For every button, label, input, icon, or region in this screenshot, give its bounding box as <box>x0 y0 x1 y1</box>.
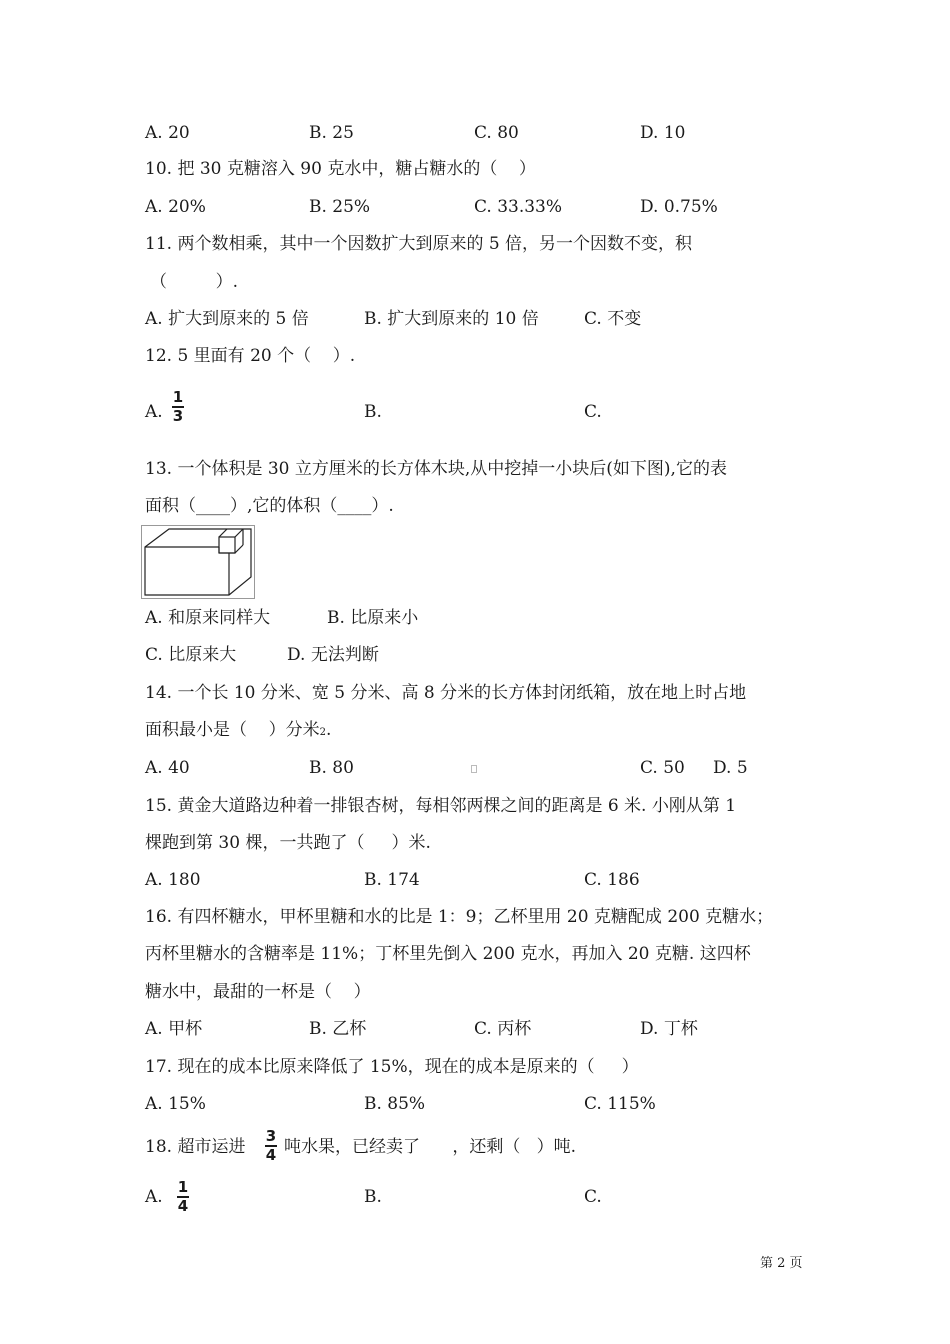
fraction-denominator: 4 <box>265 1146 277 1164</box>
q13-stem-line1: 13. 一个体积是 30 立方厘米的长方体木块,从中挖掉一小块后(如下图),它的表 <box>145 459 727 479</box>
q14-stem-line1: 14. 一个长 10 分米、宽 5 分米、高 8 分米的长方体封闭纸箱，放在地上时占地 <box>145 683 747 703</box>
q18-stem-start: 18. 超市运进 <box>145 1137 246 1157</box>
q11-option-a: A. 扩大到原来的 5 倍 <box>145 309 309 329</box>
q12-option-c: C. <box>584 402 602 422</box>
placeholder-mark <box>471 765 477 773</box>
q13-option-c: C. 比原来大 <box>145 645 237 665</box>
q10-option-d: D. 0.75% <box>640 197 718 217</box>
cuboid-figure <box>141 525 255 599</box>
q12-option-b: B. <box>364 402 382 422</box>
q13-option-b: B. 比原来小 <box>327 608 419 628</box>
q11-stem-line2: （ ）. <box>150 272 239 292</box>
page-number: 第 2 页 <box>760 1256 803 1271</box>
fraction-numerator: 3 <box>265 1127 277 1145</box>
q16-stem-line3: 糖水中，最甜的一杯是（ ） <box>145 982 371 1002</box>
q10-option-b: B. 25% <box>309 197 371 217</box>
q15-option-b: B. 174 <box>364 870 420 890</box>
q10-option-a: A. 20% <box>145 197 206 217</box>
q16-stem-line2: 丙杯里糖水的含糖率是 11%；丁杯里先倒入 200 克水，再加入 20 克糖. 这四杯 <box>145 944 751 964</box>
q9-option-c: C. 80 <box>474 123 519 143</box>
q16-option-b: B. 乙杯 <box>309 1019 367 1039</box>
q15-option-a: A. 180 <box>145 870 201 890</box>
q14-option-b: B. 80 <box>309 758 354 778</box>
q9-option-b: B. 25 <box>309 123 354 143</box>
fraction-denominator: 3 <box>172 407 184 425</box>
q9-option-d: D. 10 <box>640 123 686 143</box>
q11-option-c: C. 不变 <box>584 309 642 329</box>
q15-stem-line1: 15. 黄金大道路边种着一排银杏树，每相邻两棵之间的距离是 6 米. 小刚从第 1 <box>145 796 737 816</box>
q14-stem-line2 <box>145 719 331 744</box>
q17-stem: 17. 现在的成本比原来降低了 15%，现在的成本是原来的（ ） <box>145 1057 639 1077</box>
q10-stem: 10. 把 30 克糖溶入 90 克水中，糖占糖水的（ ） <box>145 159 536 179</box>
q15-stem-line2: 棵跑到第 30 棵，一共跑了（ ）米. <box>145 833 431 853</box>
q17-option-a: A. 15% <box>145 1094 206 1114</box>
q16-stem-line1: 16. 有四杯糖水，甲杯里糖和水的比是 1：9；乙杯里用 20 克糖配成 200 克糖水； <box>145 907 774 927</box>
q12-stem: 12. 5 里面有 20 个（ ）. <box>145 346 356 366</box>
q14-option-c: C. 50 <box>640 758 685 778</box>
q11-stem-line1: 11. 两个数相乘，其中一个因数扩大到原来的 5 倍，另一个因数不变，积 <box>145 234 693 254</box>
q13-option-a: A. 和原来同样大 <box>145 608 271 628</box>
q16-option-d: D. 丁杯 <box>640 1019 698 1039</box>
fraction-denominator: 4 <box>177 1197 189 1215</box>
fraction-numerator: 1 <box>177 1178 189 1196</box>
q18-option-a-fraction <box>177 1180 189 1214</box>
q18-option-c: C. <box>584 1187 602 1207</box>
q15-option-c: C. 186 <box>584 870 640 890</box>
q18-option-b: B. <box>364 1187 382 1207</box>
q17-option-b: B. 85% <box>364 1094 426 1114</box>
q12-option-a-fraction <box>172 390 184 424</box>
q11-option-b: B. 扩大到原来的 10 倍 <box>364 309 539 329</box>
q14-stem-text: 面积最小是（ ）分米 <box>145 720 320 740</box>
q10-option-c: C. 33.33% <box>474 197 563 217</box>
q18-stem-end: 吨水果，已经卖了 ，还剩（ ）吨. <box>284 1137 577 1157</box>
q13-option-d: D. 无法判断 <box>287 645 379 665</box>
q18-option-a: A. <box>145 1187 163 1207</box>
q14-option-d: D. 5 <box>713 758 748 778</box>
q14-stem-end: . <box>326 720 332 740</box>
q14-unit-exponent: 2 <box>319 727 326 738</box>
q18-stem-fraction <box>265 1129 277 1163</box>
q14-option-a: A. 40 <box>145 758 190 778</box>
q12-option-a: A. <box>145 402 163 422</box>
fraction-numerator: 1 <box>172 388 184 406</box>
q16-option-a: A. 甲杯 <box>145 1019 203 1039</box>
q9-option-a: A. 20 <box>145 123 190 143</box>
q16-option-c: C. 丙杯 <box>474 1019 532 1039</box>
q17-option-c: C. 115% <box>584 1094 656 1114</box>
q13-stem-line2: 面积（____）,它的体积（____）. <box>145 496 394 516</box>
